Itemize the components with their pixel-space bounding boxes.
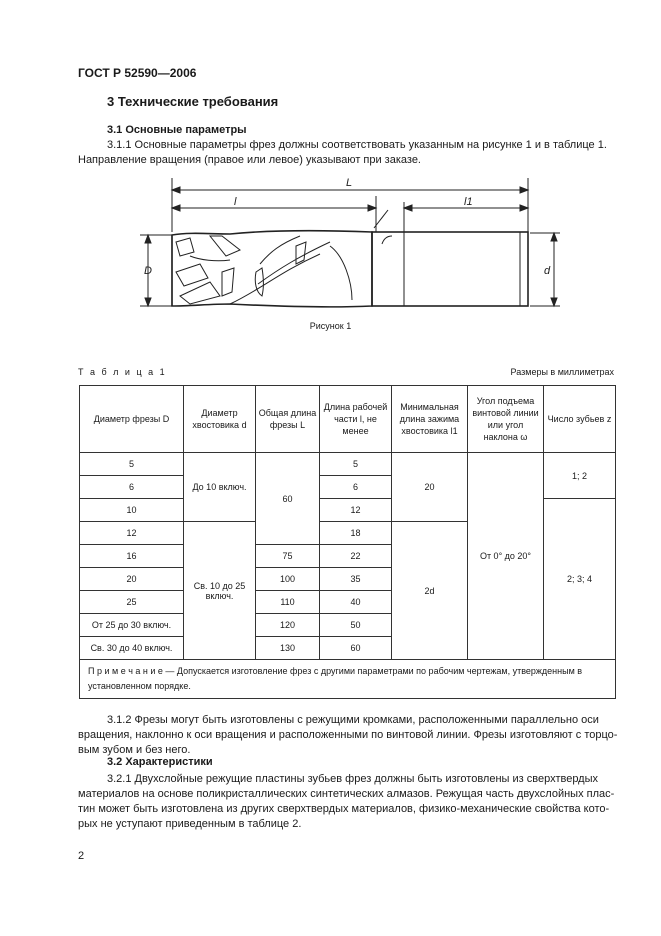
paragraph-3-2-1-line1: 3.2.1 Двухслойные режущие пластины зубьев фрез должны быть изготовлены из сверхтвердых xyxy=(107,773,599,785)
header-cell: Длина рабочей части l, не менее xyxy=(320,386,392,453)
cell-l: 35 xyxy=(320,568,392,591)
header-cell: Диаметр хвостовика d xyxy=(184,386,256,453)
cell-z: 1; 2 xyxy=(544,453,616,499)
cell-D: 16 xyxy=(80,545,184,568)
cell-L: 120 xyxy=(256,614,320,637)
cell-d: До 10 включ. xyxy=(184,453,256,522)
cell-l: 5 xyxy=(320,453,392,476)
table-note: П р и м е ч а н и е — Допускается изготовление фрез с другими параметрами по рабочим чертежам, утвержденным в установленном порядке. xyxy=(80,660,616,699)
cell-angle: От 0° до 20° xyxy=(468,453,544,660)
cutting-part xyxy=(172,231,372,307)
shank xyxy=(372,232,528,306)
label-L: L xyxy=(346,177,353,189)
page-number: 2 xyxy=(78,850,85,862)
table-units: Размеры в миллиметрах xyxy=(510,367,614,377)
cell-l: 40 xyxy=(320,591,392,614)
cell-d: Св. 10 до 25 включ. xyxy=(184,522,256,660)
cell-D: 5 xyxy=(80,453,184,476)
figure-end-mill-drawing xyxy=(130,172,570,320)
cell-D: 10 xyxy=(80,499,184,522)
cell-D: 25 xyxy=(80,591,184,614)
label-l1: l1 xyxy=(464,196,473,208)
cell-l: 12 xyxy=(320,499,392,522)
subsection-title-3-1: 3.1 Основные параметры xyxy=(107,124,247,136)
paragraph-3-1-2-line2: вращения, наклонно к оси вращения и расположенными по винтовой линии. Фрезы изготовляют с торцо- xyxy=(78,729,618,741)
cell-D: 20 xyxy=(80,568,184,591)
table-header-row xyxy=(80,386,616,453)
label-d: d xyxy=(544,265,551,277)
cell-L: 75 xyxy=(256,545,320,568)
cell-D: Св. 30 до 40 включ. xyxy=(80,637,184,660)
section-title: 3 Технические требования xyxy=(107,94,279,109)
table-caption: Т а б л и ц а 1 xyxy=(78,367,167,377)
figure-caption: Рисунок 1 xyxy=(309,321,352,331)
header-cell: Угол подъема винтовой линии или угол наклона ω xyxy=(468,386,544,453)
paragraph-3-1-1-line1: 3.1.1 Основные параметры фрез должны соответствовать указанным на рисунке 1 и в таблице 1. xyxy=(107,139,607,151)
cell-L: 110 xyxy=(256,591,320,614)
cell-l: 6 xyxy=(320,476,392,499)
cell-L: 100 xyxy=(256,568,320,591)
cell-D: От 25 до 30 включ. xyxy=(80,614,184,637)
paragraph-3-2-1-line3: тин может быть изготовлена из других сверхтвердых материалов, физико-механические свойства кото- xyxy=(78,803,610,815)
paragraph-3-1-2-line1: 3.1.2 Фрезы могут быть изготовлены с режущими кромками, расположенными параллельно оси xyxy=(107,714,599,726)
cell-L: 60 xyxy=(256,453,320,545)
cell-L: 130 xyxy=(256,637,320,660)
cell-l1: 2d xyxy=(392,522,468,660)
header-cell: Общая длина фрезы L xyxy=(256,386,320,453)
label-l: l xyxy=(234,196,237,208)
cell-l: 22 xyxy=(320,545,392,568)
cell-D: 12 xyxy=(80,522,184,545)
header-cell: Число зубьев z xyxy=(544,386,616,453)
label-D: D xyxy=(144,265,152,277)
paragraph-3-2-1-line4: рых не уступают приведенным в таблице 2. xyxy=(78,818,302,830)
paragraph-3-1-2-line3: вым зубом и без него. xyxy=(78,744,191,756)
cell-z: 2; 3; 4 xyxy=(544,499,616,660)
header-cell: Диаметр фрезы D xyxy=(80,386,184,453)
parameters-table xyxy=(79,385,616,699)
paragraph-3-1-1-line2: Направление вращения (правое или левое) указывают при заказе. xyxy=(78,154,421,166)
cell-l: 18 xyxy=(320,522,392,545)
subsection-title-3-2: 3.2 Характеристики xyxy=(107,756,213,768)
document-code: ГОСТ Р 52590—2006 xyxy=(78,66,197,80)
table-row xyxy=(80,453,616,476)
cell-l1: 20 xyxy=(392,453,468,522)
paragraph-3-2-1-line2: материалов на основе поликристаллических синтетических алмазов. Режущая часть двухслойных плас- xyxy=(78,788,615,800)
cell-l: 50 xyxy=(320,614,392,637)
cell-D: 6 xyxy=(80,476,184,499)
cell-l: 60 xyxy=(320,637,392,660)
table-note-row xyxy=(80,660,616,699)
header-cell: Минимальная длина зажима хвостовика l1 xyxy=(392,386,468,453)
